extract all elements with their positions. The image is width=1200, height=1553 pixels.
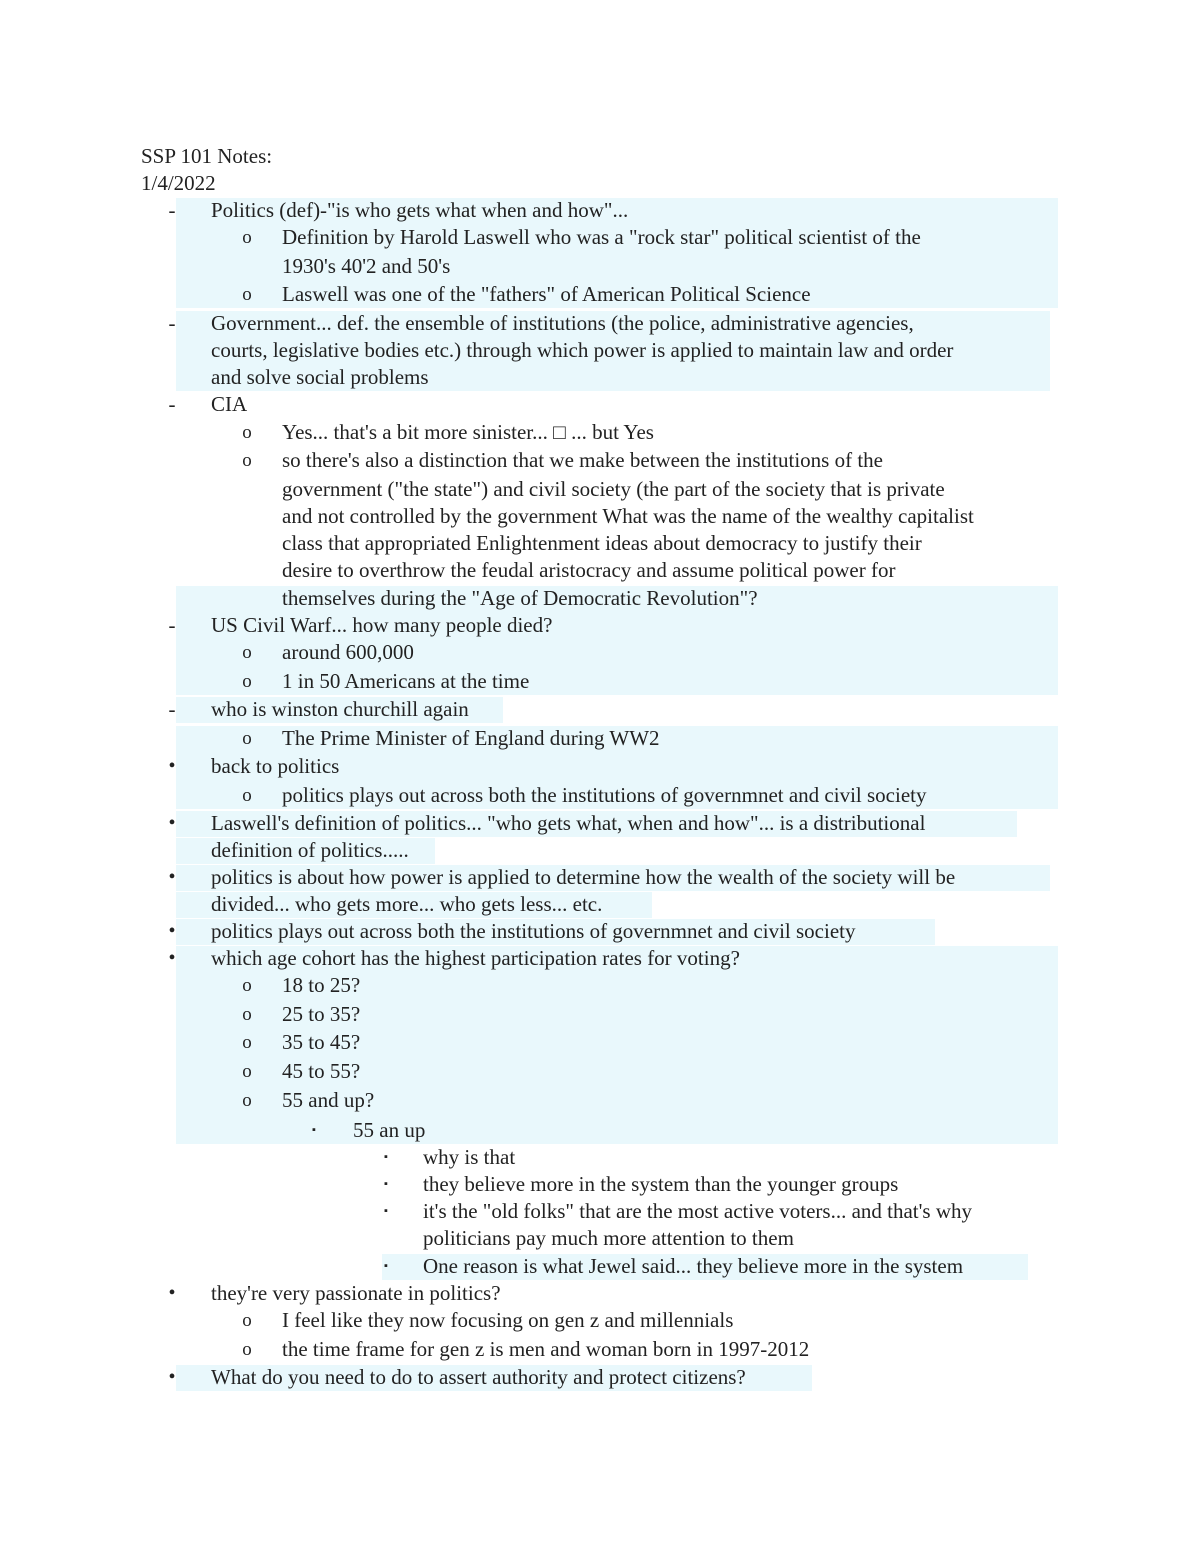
list-bullet: - — [168, 198, 176, 222]
note-line: themselves during the "Age of Democratic Revolution"? — [282, 586, 758, 610]
list-bullet: • — [168, 866, 176, 888]
note-line: and solve social problems — [211, 365, 429, 389]
note-line: Laswell was one of the "fathers" of American Political Science — [282, 282, 811, 306]
note-line: desire to overthrow the feudal aristocracy and assume political power for — [282, 558, 896, 582]
list-bullet: • — [168, 947, 176, 969]
list-bullet: • — [168, 812, 176, 834]
note-line: 45 to 55? — [282, 1059, 361, 1083]
note-line: courts, legislative bodies etc.) through which power is applied to maintain law and order — [211, 338, 954, 362]
note-line: which age cohort has the highest participation rates for voting? — [211, 946, 740, 970]
list-bullet: o — [242, 284, 252, 305]
list-bullet: o — [242, 1061, 252, 1082]
note-line: divided... who gets more... who gets less... etc. — [211, 892, 603, 916]
list-bullet: o — [242, 1004, 252, 1025]
note-line: CIA — [211, 392, 248, 416]
note-line: back to politics — [211, 754, 340, 778]
list-bullet: o — [242, 975, 252, 996]
note-line: US Civil Warf... how many people died? — [211, 613, 553, 637]
note-line: Definition by Harold Laswell who was a "rock star" political scientist of the — [282, 225, 921, 249]
note-line: Laswell's definition of politics... "who gets what, when and how"... is a distributional — [211, 811, 926, 835]
note-line: The Prime Minister of England during WW2 — [282, 726, 660, 750]
list-bullet: ▪ — [384, 1178, 388, 1190]
note-line: 1930's 40'2 and 50's — [282, 254, 451, 278]
note-line: 35 to 45? — [282, 1030, 361, 1054]
list-bullet: ▪ — [384, 1205, 388, 1217]
note-line: around 600,000 — [282, 640, 414, 664]
note-line: class that appropriated Enlightenment ideas about democracy to justify their — [282, 531, 922, 555]
document-title: SSP 101 Notes: — [141, 144, 273, 168]
note-line: 18 to 25? — [282, 973, 361, 997]
list-bullet: ▪ — [384, 1151, 388, 1163]
note-line: who is winston churchill again — [211, 697, 469, 721]
list-bullet: o — [242, 728, 252, 749]
list-bullet: o — [242, 422, 252, 443]
note-line: they believe more in the system than the younger groups — [423, 1172, 899, 1196]
list-bullet: o — [242, 450, 252, 471]
note-line: 55 and up? — [282, 1088, 375, 1112]
note-line: why is that — [423, 1145, 516, 1169]
list-bullet: - — [168, 311, 176, 335]
note-line: One reason is what Jewel said... they believe more in the system — [423, 1254, 964, 1278]
note-line: politics plays out across both the institutions of governmnet and civil society — [282, 783, 927, 807]
list-bullet: • — [168, 1282, 176, 1304]
note-line: so there's also a distinction that we make between the institutions of the — [282, 448, 883, 472]
note-line: the time frame for gen z is men and woman born in 1997-2012 — [282, 1337, 810, 1361]
list-bullet: ▪ — [384, 1260, 388, 1272]
list-bullet: - — [168, 613, 176, 637]
note-line: 1 in 50 Americans at the time — [282, 669, 530, 693]
list-bullet: • — [168, 1366, 176, 1388]
note-line: Politics (def)-"is who gets what when and how"... — [211, 198, 629, 222]
list-bullet: - — [168, 697, 176, 721]
document-date: 1/4/2022 — [141, 171, 216, 195]
note-line: I feel like they now focusing on gen z and millennials — [282, 1308, 734, 1332]
note-line: government ("the state") and civil society (the part of the society that is private — [282, 477, 945, 501]
list-bullet: • — [168, 920, 176, 942]
list-bullet: o — [242, 1339, 252, 1360]
list-bullet: ▪ — [312, 1124, 316, 1136]
note-line: and not controlled by the government What was the name of the wealthy capitalist — [282, 504, 974, 528]
list-bullet: o — [242, 671, 252, 692]
note-line: they're very passionate in politics? — [211, 1281, 501, 1305]
list-bullet: o — [242, 1090, 252, 1111]
note-line: Yes... that's a bit more sinister... □ ... but Yes — [282, 420, 654, 444]
note-line: politics plays out across both the institutions of governmnet and civil society — [211, 919, 856, 943]
list-bullet: o — [242, 227, 252, 248]
note-line: politics is about how power is applied to determine how the wealth of the society will be — [211, 865, 956, 889]
list-bullet: - — [168, 392, 176, 416]
note-line: 55 an up — [353, 1118, 426, 1142]
list-bullet: o — [242, 642, 252, 663]
list-bullet: • — [168, 755, 176, 777]
list-bullet: o — [242, 785, 252, 806]
list-bullet: o — [242, 1032, 252, 1053]
note-line: Government... def. the ensemble of institutions (the police, administrative agencies, — [211, 311, 914, 335]
note-line: What do you need to do to assert authority and protect citizens? — [211, 1365, 746, 1389]
note-line: 25 to 35? — [282, 1002, 361, 1026]
note-line: definition of politics..... — [211, 838, 409, 862]
note-line: it's the "old folks" that are the most active voters... and that's why — [423, 1199, 973, 1223]
list-bullet: o — [242, 1310, 252, 1331]
note-line: politicians pay much more attention to them — [423, 1226, 794, 1250]
